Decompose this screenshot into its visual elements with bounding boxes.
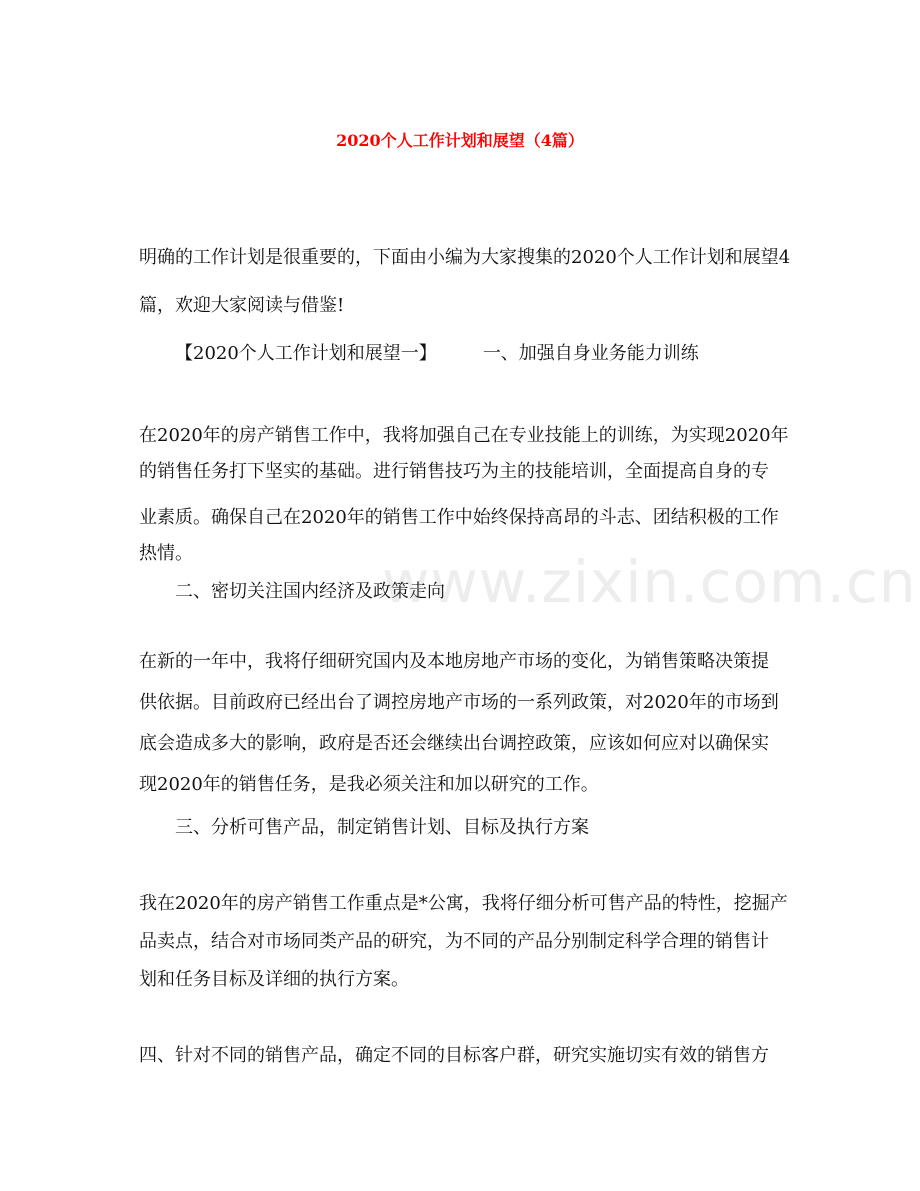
paragraph-one-line-4: 热情。 [139, 543, 193, 564]
paragraph-two-line-4: 现2020年的销售任务，是我必须关注和加以研究的工作。 [139, 774, 599, 795]
watermark: www.zixin.com.cn [382, 548, 917, 616]
paragraph-two-line-2: 供依据。目前政府已经出台了调控房地产市场的一系列政策，对2020年的市场到 [139, 692, 779, 713]
paragraph-three-line-3: 划和任务目标及详细的执行方案。 [139, 969, 409, 990]
heading-four-line: 四、针对不同的销售产品，确定不同的目标客户群，研究实施切实有效的销售方 [139, 1045, 769, 1066]
paragraph-three-line-1: 我在2020年的房产销售工作重点是*公寓，我将仔细分析可售产品的特性，挖掘产 [139, 893, 788, 914]
paragraph-one-line-2: 的销售任务打下坚实的基础。进行销售技巧为主的技能培训，全面提高自身的专 [139, 461, 769, 482]
heading-two: 二、密切关注国内经济及政策走向 [175, 581, 445, 602]
paragraph-two-line-1: 在新的一年中，我将仔细研究国内及本地房地产市场的变化，为销售策略决策提 [139, 651, 769, 672]
paragraph-two-line-3: 底会造成多大的影响，政府是否还会继续出台调控政策，应该如何应对以确保实 [139, 733, 769, 754]
heading-three: 三、分析可售产品，制定销售计划、目标及执行方案 [175, 817, 589, 838]
intro-line-1: 明确的工作计划是很重要的，下面由小编为大家搜集的2020个人工作计划和展望4 [139, 247, 791, 268]
document-title: 2020个人工作计划和展望（4篇） [336, 131, 584, 150]
paragraph-one-line-3: 业素质。确保自己在2020年的销售工作中始终保持高昂的斗志、团结积极的工作 [139, 507, 779, 528]
paragraph-one-line-1: 在2020年的房产销售工作中，我将加强自己在专业技能上的训练，为实现2020年 [139, 425, 789, 446]
section-heading-line [175, 341, 699, 367]
plan-one-heading: 【2020个人工作计划和展望一】 [175, 343, 437, 364]
heading-one: 一、加强自身业务能力训练 [482, 343, 699, 364]
paragraph-three-line-2: 品卖点，结合对市场同类产品的研究，为不同的产品分别制定科学合理的销售计 [139, 931, 769, 952]
intro-line-2: 篇，欢迎大家阅读与借鉴! [139, 295, 345, 316]
